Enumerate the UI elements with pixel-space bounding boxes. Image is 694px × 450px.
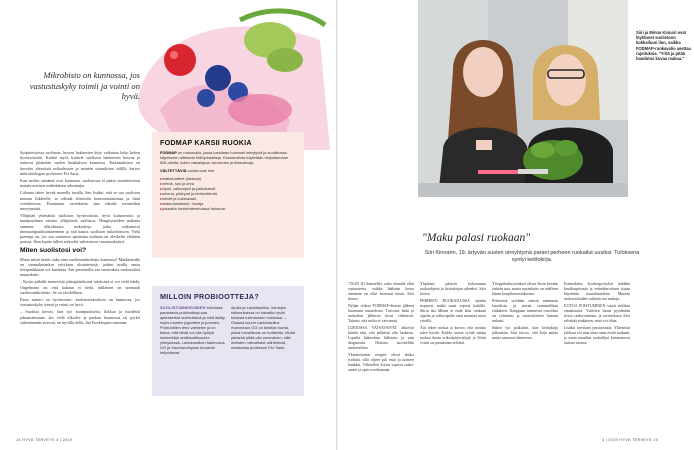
article-body-column — [20, 150, 140, 327]
fodmap-avoid-heading: VÄLTETTÄVIÄ ruokia ovat mm. — [160, 168, 216, 173]
list-item: ▸ maitotuotteet (laktoosi) — [160, 176, 296, 181]
probiotics-info-box — [152, 286, 304, 396]
body-paragraph: Liikunta tekee hyvää monella tavalla. Sen lisäksi, että se saa suoliston massan liikkeelle, se edistää elimistön hormonitoimintaa ja lisää verenkiertoa. Parantunut verenkierto taas edistää ravinteiden imeytymistä. — [20, 190, 140, 212]
right-page — [338, 0, 691, 450]
body-paragraph: Äiti tekee ruokaa ja kertoo, että ruoasta tulee hyvää. Kaikki saavat syödä samaa ruokaa ilman erikoisjärjestelyjä, ja Siirin vointi on parantunut selvästi. — [420, 326, 486, 345]
body-paragraph: KOTOA POISTUMINEN vaatii vieläkin ennakointia. Ystävien luona pyydetään tietoa raaka-aineista, ja ravintolassa Siiri selvittää etukäteen, mitä voi tilata. — [564, 304, 630, 323]
fodmap-info-box — [152, 132, 304, 258]
body-paragraph: – Suolisto kertoo, kun syö monipuolisesti, liikkuu ja huolehtii jaksamisestaan. Jos vielä ulkoilee ja puuhaa luonnossa tai pyrkii vähentämään stressiä, on hyvällä tiellä, Jari Koskenpato summaa. — [20, 309, 140, 325]
body-paragraph: Lisäksi tarvitaan joustavuutta. Yhteisissä juhlissa voi aina ottaa omat eväät mukaan, ja usein muutkin ruokailijat kiinnostuvat uusista ruoista. — [564, 326, 631, 345]
fodmap-box-title: FODMAP KARSII RUOKIA — [160, 138, 252, 147]
article-title: "Maku palasi ruokaan" — [422, 232, 531, 244]
fodmap-avoid-list — [160, 176, 296, 211]
body-paragraph: Paras mittari on hyvinvointi: suolistomikrobisto on kunnossa, jos vastustuskyky toimii ja vointi on hyvä. — [20, 297, 140, 308]
body-paragraph: PERHEEN RUOKAILUSSA opittiin nopeasti, mitkä ruoat sopivat kaikille. Siirin äiti Minna ei enää laita ruokaan sipulia ja valkosipulia vaan maustaa ruoat yrteillä. — [420, 299, 486, 323]
kitchen-photo — [418, 0, 628, 197]
list-item: ▸ sipuli, valkosipuli ja palkokasvit — [160, 186, 296, 191]
body-paragraph: Ylläpitää yhtenäistä suoliston hyvinvointia, hyvä kuituravinto ja monipuolinen ravinto ylläpitävät suolistoa. Hengitysteiden mukana saamme ulkoilmasta mikrobeja, jotka vaikuttavat immuunipuolustukseemme ja sitä kautta suoliston mikrobistoon. Vielä parempi on, jos saa sormensa upotettua multaan tai oleskelee eläinten parissa. Ihon kautta tulleet mikrobit vahvistavat vastustuskykyä. — [20, 213, 140, 245]
body-paragraph: Kun suolen seinämä ovat kunnossa, suolistossa ei pääse verenkiertoon matala-asteisen tulehduksen aiheuttajia. — [20, 178, 140, 189]
body-paragraph: Sitkeä työ palkittiin, kun keittokirja julkaistiin. Siiri toivoo, että kirja auttaa muita samassa tilanteessa. — [492, 326, 558, 340]
page-footer-left: 14 HYVÄ TERVEYS 4 | 2019 — [16, 438, 73, 442]
body-paragraph: LUKIOSSA VATSAVAIVAT alkoivat häiritä niin, että pelkäsin olla luokassa. Lopulta hakeuduin lääkäriin ja sain diagnoosin. Hoitona suositeltiin ruokavaliota. — [348, 326, 414, 350]
photo-caption: Siiri ja Minna Kinnari ovat löytäneet suolistoon kokkailuun ilon, vaikka FODMAP-ruokavalio asettaa rajoituksia. "Yritä ja pitää haudutus kuvaa makua." — [636, 30, 691, 62]
body-paragraph: – Kovin pitkälle menevistä johtopäätöksistä tuloksista ei voi vielä tehdä. Ongelmana on, että kukaan ei tiedä, millainen on normaali suolistomikrobisto. Se on yksilöllinen. — [20, 279, 140, 295]
probiotics-box-title: MILLOIN PROBIOOTTEJA? — [160, 292, 259, 301]
article-column-1 — [348, 282, 414, 375]
list-item: ▸ omena, päärynä ja kivihedelmät — [160, 191, 296, 196]
probiotics-column: SUOLISTOMIKROBIEN toimintaa parantavia probiootteja saa apteekeista ravintolisinä ja niitä lisätty myös monien jogurttien ja juomien. Probioottien teho vaihtelee ja on tietoa, että niistä voi olla hyötyä esimerkiksi antibioottikuurien yhteydessä. Lactobacillus rhamnosus GG ja Saccharomyces boulardii helpottavat — [160, 305, 225, 355]
article-lead: Siiri Kinnarin, 19, ärtyvän suolen oireyhtymä parani perheen ruokailut uusiksi. Tuloksena syntyi keittokirja. — [424, 250, 640, 263]
body-paragraph: Perheessä syödään entistä enemmän kasviksia, ja ateriat suunnitellaan etukäteen. Kauppaan mennessä ostoslista on valmiina, ja tuoteselosteet luetaan tarkasti. — [492, 299, 558, 323]
pull-quote: Mikrobisto on kunnossa, jos vastustuskyky toimii ja vointi on hyvä. — [29, 70, 140, 101]
body-paragraph: Ylioppilaskirjoitukset olivat Siirin kevään tärkein asia, mutta ruoanlaitto on edelleen hänen lempiharrastuksensa. — [492, 282, 558, 296]
food-splash-illustration — [120, 0, 330, 150]
list-item: ▸ sienet ja kukkakaali — [160, 196, 296, 201]
page-footer-right: 4 | 2019 HYVÄ TERVEYS 15 — [601, 438, 658, 442]
article-column-4 — [564, 282, 630, 348]
body-paragraph: "OLIN JO ihmetellyt, onko minulla ollut vatsaoireita, vaikka lääkärin luona aiemmin en ollut kertonut niistä. Siiri kertoo. — [348, 282, 414, 301]
body-paragraph: Yksinkertaiset reseptit olivat aluksi työläitä, sillä ohjeet piti etsiä ja tuotteet hankkia. Vähitellen löysin sopivat raaka-aineet ja opin soveltamaan. — [348, 353, 414, 372]
list-item: ▸ makeutusaineet, hunaja — [160, 201, 296, 206]
left-page — [0, 0, 336, 450]
article-column-3 — [492, 282, 558, 343]
body-paragraph: Syöpätestoissa suoliston, hyvien bakteerien kirjo vaikuttaa koko kehon hyvinvointiin. Kuidut myös lisäävät suoliston bakteerien kasvua ja auttavat pitämään suolen limakalvon kunnossa. Tutkimuksissa on havaittu yhteyksiä mikrobiston ja monien sairauksien välillä, kertoo mikrobiologian professori Per Saris. — [20, 150, 140, 176]
list-item: ▸ vehnä, ruis ja ohra — [160, 181, 296, 186]
article-column-2 — [420, 282, 486, 348]
body-paragraph: Mutta mistä tietää, onko oma suolistomikrobisto kunnossa? Markkinoilla on suomalaisenkin yrityksen ulostetestejä, joiden avulla omaa tietopankkiaan voi kartuttaa. Sen perusteella saa suosituksia ruokavalion muutoksiin. — [20, 256, 140, 278]
section-subhead: Miten suolistosi voi? — [20, 247, 87, 255]
body-paragraph: Esimerkiksi broileripyörykät tehdään kesäkurpitsasta ja vehnäkerroksen sijaan käytetään kaurahiutaleita. Muiden ruokavalioiden vaihtelu tuo makuja. — [564, 282, 630, 301]
list-item: ▸ joissakin hedelmämehuissa fruktoosi — [160, 206, 296, 211]
body-paragraph: Ylipitäen päätyin kokoamaan ruokaohjeita ja keittokirjan aiheeksi, Siiri kertoo. — [420, 282, 486, 296]
body-paragraph: Neljän viikon FODMAP-dieetin jälkeen huomasin muutoksen. Turvotus laski ja ruokailun jälkeiset kivut vähenivät. Tajusin, että ruoka ei vaivannut. — [348, 304, 414, 323]
fodmap-intro: FODMAP on ruokavalio, jossa karsitaan huonosti imeytyviä ja suolistossa käymiseen altistavia hiilihydraatteja. Ruokavaliota käytetään helpottamaan IBS-oireita, kuten vatsakipua, turvotusta ja ilmavaivoja. — [160, 150, 289, 165]
probiotics-column: ripulia ja Lactobacillus -kantojen tutkimuksissa on havaittu hyviä tuloksia tulehdusten hoidossa. – Osassa kuurin Lactobacillus rhamnosus GG on tutkituin kanta, jonka turvallisuus on todistettu. Mutta yleisesti pitää olla varovainen, sillä ihmisten mikrobistot vaihtelevat, muistuttaa professori Per Saris. — [231, 305, 296, 350]
